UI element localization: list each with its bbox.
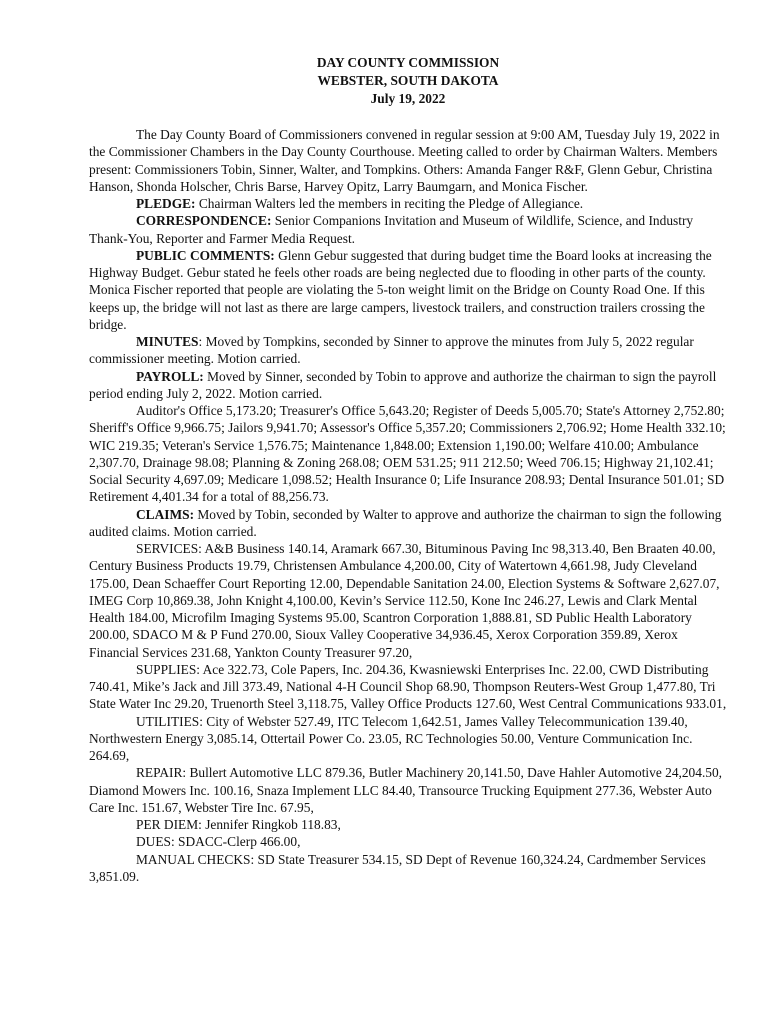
paragraph-text: SUPPLIES: Ace 322.73, Cole Papers, Inc. 204.36, Kwasniewski Enterprises Inc. 22.00, CWD Distributing 740.41, Mike’s Jack and Jill 373.49, National 4-H Council Shop 68.90, Thompson Reuters-West Group 1,477.80, Tri State Water Inc 29.20, Truenorth Steel 3,118.75, Valley Office Products 127.60, West Central Communications 933.01, xyxy=(89,661,727,712)
paragraph-correspondence xyxy=(89,212,727,247)
paragraph-manual-checks xyxy=(89,851,727,886)
paragraph-payroll-detail xyxy=(89,402,727,506)
paragraph-text: Chairman Walters led the members in reciting the Pledge of Allegiance. xyxy=(195,196,584,211)
paragraph-pledge xyxy=(89,195,727,212)
paragraph-text: UTILITIES: City of Webster 527.49, ITC Telecom 1,642.51, James Valley Telecommunication 139.40, Northwestern Energy 3,085.14, Ottertail Power Co. 23.05, RC Technologies 50.00, Venture Communication Inc. 264.69, xyxy=(89,713,693,763)
paragraph-services xyxy=(89,540,727,661)
paragraph-text: PER DIEM: Jennifer Ringkob 118.83, xyxy=(136,817,341,832)
paragraph-utilities xyxy=(89,713,727,765)
document-body xyxy=(89,126,727,885)
paragraph-text: Moved by Sinner, seconded by Tobin to approve and authorize the chairman to sign the payroll period ending July 2, 2022. Motion carried. xyxy=(89,368,717,401)
paragraph-claims xyxy=(89,506,727,541)
document-page xyxy=(89,54,727,885)
paragraph-text: Moved by Tobin, seconded by Walter to approve and authorize the chairman to sign the following audited claims. Motion carried. xyxy=(89,506,722,539)
header-title: DAY COUNTY COMMISSION xyxy=(316,55,500,70)
paragraph-minutes xyxy=(89,333,727,368)
paragraph-lead: CORRESPONDENCE: xyxy=(136,213,272,229)
paragraph-text: Glenn Gebur suggested that during budget time the Board looks at increasing the Highway Budget. Gebur stated he feels other roads are being neglected due to flooding in other parts of the county. Monica Fischer reported that people are violating the 5-ton weight limit on the Bridge on County Road One. If this keeps up, the bridge will not last as there are large campers, livestock trailers, and construction trailers crossing the bridge. xyxy=(89,247,712,332)
header-date: July 19, 2022 xyxy=(370,91,446,106)
paragraph-dues xyxy=(89,833,727,850)
paragraph-public-comments xyxy=(89,247,727,333)
paragraph-lead: PUBLIC COMMENTS: xyxy=(136,247,275,263)
paragraph-text: Auditor's Office 5,173.20; Treasurer's Office 5,643.20; Register of Deeds 5,005.70; State's Attorney 2,752.80; Sheriff's Office 9,966.75; Jailors 9,941.70; Assessor's Office 5,357.20; Commissioners 2,706.92; Home Health 332.10; WIC 219.35; Veteran's Service 1,576.75; Maintenance 1,848.00; Extension 1,190.00; Welfare 410.00; Ambulance 2,307.70, Drainage 98.08; Planning & Zoning 268.08; OEM 531.25; 911 212.50; Weed 706.15; Highway 21,102.41; Social Security 4,697.09; Medicare 1,098.52; Health Insurance 0; Life Insurance 208.93; Dental Insurance 501.01; SD Retirement 4,401.34 for a total of 88,256.73. xyxy=(89,403,726,505)
paragraph-lead: PAYROLL: xyxy=(136,368,204,384)
paragraph-text: DUES: SDACC-Clerp 466.00, xyxy=(136,834,301,850)
paragraph-repair xyxy=(89,764,727,816)
paragraph-per-diem xyxy=(89,816,727,833)
paragraph-supplies xyxy=(89,661,727,713)
paragraph-lead: PLEDGE: xyxy=(136,196,196,211)
paragraph-lead: MINUTES xyxy=(136,334,199,349)
paragraph-lead: CLAIMS: xyxy=(136,506,195,522)
paragraph-text: : Moved by Tompkins, seconded by Sinner to approve the minutes from July 5, 2022 regular commissioner meeting. Motion carried. xyxy=(89,334,694,367)
paragraph-text: MANUAL CHECKS: SD State Treasurer 534.15, SD Dept of Revenue 160,324.24, Cardmember Services 3,851.09. xyxy=(89,851,706,884)
paragraph-payroll xyxy=(89,368,727,403)
paragraph-text: REPAIR: Bullert Automotive LLC 879.36, Butler Machinery 20,141.50, Dave Hahler Automotive 24,204.50, Diamond Mowers Inc. 100.16, Snaza Implement LLC 84.40, Transource Trucking Equipment 277.36, Webster Auto Care Inc. 151.67, Webster Tire Inc. 67.95, xyxy=(89,765,723,815)
header-location: WEBSTER, SOUTH DAKOTA xyxy=(317,73,499,88)
paragraph-text: SERVICES: A&B Business 140.14, Aramark 667.30, Bituminous Paving Inc 98,313.40, Ben Braaten 40.00, Century Business Products 19.79, Christensen Ambulance 4,200.00, City of Watertown 4,661.98, Judy Cleveland 175.00, Dean Schaeffer Court Reporting 12.00, Dependable Sanitation 24.00, Election Systems & Software 2,627.07, IMEG Corp 10,869.38, John Knight 4,100.00, Kevin’s Service 112.50, Kone Inc 246.27, Lewis and Clark Mental Health 184.00, Microfilm Imaging Systems 95.00, Scantron Corporation 1,888.81, SD Public Health Laboratory 200.00, SDACO M & P Fund 270.00, Sioux Valley Cooperative 34,936.45, Xerox Corporation 359.89, Xerox Financial Services 231.68, Yankton County Treasurer 97.20, xyxy=(89,541,720,660)
paragraph-opening xyxy=(89,126,727,195)
document-header xyxy=(89,54,727,108)
paragraph-text: The Day County Board of Commissioners convened in regular session at 9:00 AM, Tuesday July 19, 2022 in the Commissioner Chambers in the Day County Courthouse. Meeting called to order by Chairman Walters. Members present: Commissioners Tobin, Sinner, Walter, and Tompkins. Others: Amanda Fanger R&F, Glenn Gebur, Christina Hanson, Shonda Holscher, Chris Barse, Harvey Opitz, Larry Baumgarn, and Monica Fischer. xyxy=(89,127,720,194)
paragraph-text: Senior Companions Invitation and Museum of Wildlife, Science, and Industry Thank-You, Reporter and Farmer Media Request. xyxy=(89,213,694,246)
